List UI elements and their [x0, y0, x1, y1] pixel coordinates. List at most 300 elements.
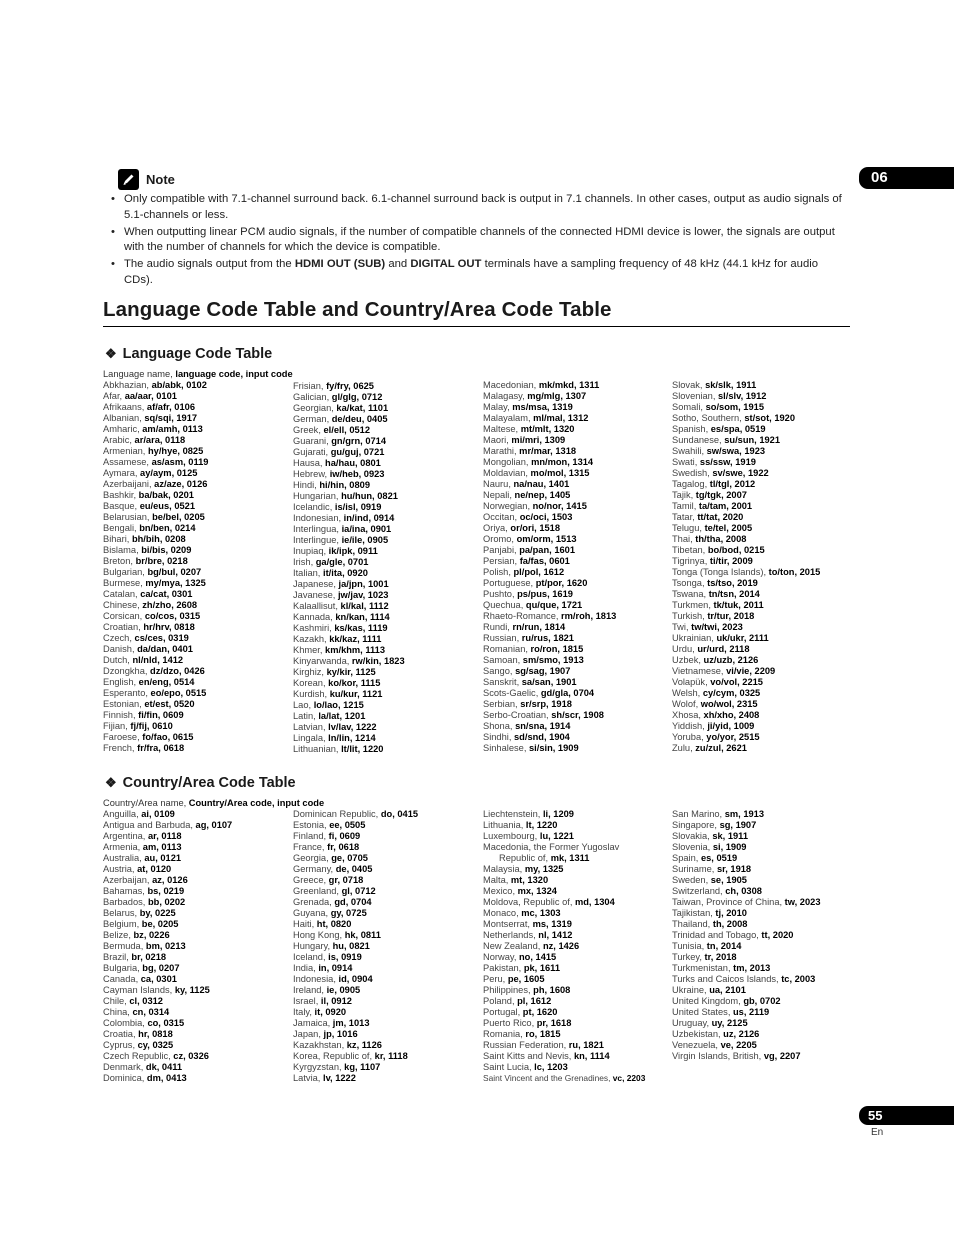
table-entry — [293, 820, 479, 831]
entry-code: lv, 1222 — [322, 1073, 356, 1083]
entry-name: Hungarian, — [293, 491, 342, 501]
country-legend: Country/Area name, Country/Area code, input code — [103, 798, 325, 808]
table-entry — [293, 425, 479, 436]
entry-name: Swedish, — [672, 468, 713, 478]
entry-code: kz, 1126 — [346, 1040, 382, 1050]
entry-name: Interlingua, — [293, 524, 342, 534]
entry-code: cs/ces, 0319 — [134, 633, 189, 643]
table-entry — [293, 557, 479, 568]
entry-code: ks/kas, 1119 — [334, 623, 388, 633]
entry-code: li, 1209 — [542, 809, 574, 819]
entry-name: Ireland, — [293, 985, 327, 995]
table-entry — [103, 633, 289, 644]
entry-code: sg/sag, 1907 — [515, 666, 571, 676]
entry-code: af/afr, 0106 — [146, 402, 195, 412]
table-entry — [103, 875, 289, 886]
note-item: • The audio signals output from the HDMI OUT (SUB) and DIGITAL OUT terminals have a sampling frequency of 48 kHz (44.1 kHz for audio CDs). — [108, 257, 850, 288]
entry-code: cz, 0326 — [173, 1051, 209, 1061]
entry-name: Trinidad and Tobago, — [672, 930, 762, 940]
entry-code: sh/scr, 1908 — [551, 710, 604, 720]
entry-name: Rhaeto-Romance, — [483, 611, 562, 621]
table-entry — [103, 919, 289, 930]
country-section-title: ❖ Country/Area Code Table — [105, 775, 296, 791]
table-column — [103, 380, 289, 754]
table-entry — [293, 952, 479, 963]
entry-name: Turkmenistan, — [672, 963, 734, 973]
table-entry — [672, 1018, 858, 1029]
entry-code: dz/dzo, 0426 — [150, 666, 205, 676]
entry-name: Denmark, — [103, 1062, 146, 1072]
table-entry — [293, 689, 479, 700]
entry-name: Korea, Republic of, — [293, 1051, 375, 1061]
table-entry — [293, 1007, 479, 1018]
table-entry — [672, 468, 858, 479]
table-entry — [103, 1051, 289, 1062]
entry-name: Sanskrit, — [483, 677, 522, 687]
table-entry — [672, 413, 858, 424]
entry-code: tc, 2003 — [781, 974, 816, 984]
table-entry — [672, 644, 858, 655]
table-entry — [293, 996, 479, 1007]
entry-code: ve, 2205 — [720, 1040, 757, 1050]
entry-name: Maori, — [483, 435, 512, 445]
table-entry — [672, 600, 858, 611]
entry-name: Turks and Caicos Islands, — [672, 974, 782, 984]
table-entry — [293, 436, 479, 447]
entry-name: Thai, — [672, 534, 696, 544]
entry-name: Breton, — [103, 556, 136, 566]
page-number: 55 — [859, 1106, 954, 1125]
entry-name: Tunisia, — [672, 941, 707, 951]
table-entry — [293, 974, 479, 985]
table-entry — [483, 490, 669, 501]
entry-name: Spanish, — [672, 424, 711, 434]
table-entry — [293, 711, 479, 722]
table-entry — [103, 886, 289, 897]
entry-code: cy/cym, 0325 — [702, 688, 761, 698]
entry-code: bg/bul, 0207 — [147, 567, 202, 577]
entry-code: sr, 1918 — [716, 864, 752, 874]
entry-name: Lingala, — [293, 733, 329, 743]
entry-name: India, — [293, 963, 319, 973]
entry-name: Albanian, — [103, 413, 145, 423]
entry-code: sk, 1911 — [712, 831, 748, 841]
entry-code: no, 1415 — [519, 952, 557, 962]
table-entry — [672, 721, 858, 732]
entry-name: Urdu, — [672, 644, 698, 654]
entry-name: Nepali, — [483, 490, 515, 500]
table-entry — [103, 743, 289, 754]
entry-name: Greek, — [293, 425, 324, 435]
table-entry — [103, 864, 289, 875]
entry-code: ia/ina, 0901 — [341, 524, 392, 534]
entry-code: ga/gle, 0701 — [315, 557, 369, 567]
table-entry — [672, 809, 858, 820]
language-legend: Language name, language code, input code — [103, 369, 293, 379]
entry-code: my/mya, 1325 — [145, 578, 206, 588]
entry-code: ee, 0505 — [329, 820, 366, 830]
entry-code: as/asm, 0119 — [151, 457, 209, 467]
entry-code: rn/run, 1814 — [512, 622, 566, 632]
entry-code: gl/glg, 0712 — [331, 392, 383, 402]
entry-code: or/ori, 1518 — [510, 523, 560, 533]
entry-name: Norway, — [483, 952, 519, 962]
entry-name: Abkhazian, — [103, 380, 152, 390]
entry-code: cy, 0325 — [137, 1040, 174, 1050]
entry-code: tm, 2013 — [733, 963, 771, 973]
table-entry — [483, 446, 669, 457]
entry-code: ie, 0905 — [326, 985, 361, 995]
entry-code: hu/hun, 0821 — [341, 491, 398, 501]
table-entry — [103, 589, 289, 600]
entry-code: il, 0912 — [320, 996, 352, 1006]
entry-code: mt, 1320 — [510, 875, 549, 885]
entry-code: da/dan, 0401 — [137, 644, 193, 654]
entry-code: vc, 2203 — [612, 1073, 646, 1083]
table-entry — [293, 601, 479, 612]
table-entry — [103, 490, 289, 501]
entry-name: Belize, — [103, 930, 134, 940]
entry-name: Kirghiz, — [293, 667, 327, 677]
entry-name: Shona, — [483, 721, 516, 731]
table-entry — [672, 479, 858, 490]
table-entry — [293, 1040, 479, 1051]
entry-code: ar, 0118 — [147, 831, 182, 841]
entry-code: in, 0914 — [318, 963, 353, 973]
table-entry — [293, 392, 479, 403]
entry-name: Esperanto, — [103, 688, 151, 698]
entry-code: id, 0904 — [338, 974, 373, 984]
entry-name: Uzbekistan, — [672, 1029, 724, 1039]
entry-code: pt, 1620 — [522, 1007, 558, 1017]
entry-name: Slovenian, — [672, 391, 718, 401]
table-column — [672, 380, 858, 754]
entry-name: Portuguese, — [483, 578, 536, 588]
table-entry — [103, 1029, 289, 1040]
entry-name: Hausa, — [293, 458, 326, 468]
entry-name: Mongolian, — [483, 457, 532, 467]
entry-code: de, 0405 — [335, 864, 373, 874]
entry-name: Romania, — [483, 1029, 526, 1039]
entry-code: kg, 1107 — [344, 1062, 381, 1072]
table-entry — [672, 424, 858, 435]
table-entry — [293, 809, 479, 820]
entry-name: Montserrat, — [483, 919, 533, 929]
table-entry — [672, 391, 858, 402]
table-entry — [103, 996, 289, 1007]
table-entry — [103, 1062, 289, 1073]
table-entry — [672, 743, 858, 754]
entry-name: Maltese, — [483, 424, 521, 434]
entry-name: Italy, — [293, 1007, 315, 1017]
entry-code: hr/hrv, 0818 — [143, 622, 195, 632]
table-entry — [483, 897, 669, 908]
entry-name: Luxembourg, — [483, 831, 540, 841]
table-entry — [103, 1040, 289, 1051]
entry-code: ca/cat, 0301 — [140, 589, 193, 599]
entry-code: gy, 0725 — [330, 908, 367, 918]
table-entry — [103, 853, 289, 864]
chapter-tab: 06 — [859, 167, 954, 189]
entry-code: gl, 0712 — [341, 886, 376, 896]
table-entry — [483, 523, 669, 534]
entry-code: tr/tur, 2018 — [707, 611, 755, 621]
entry-name: Latvia, — [293, 1073, 323, 1083]
table-entry — [103, 842, 289, 853]
entry-name: German, — [293, 414, 332, 424]
table-entry — [103, 501, 289, 512]
entry-name: Azerbaijani, — [103, 479, 155, 489]
entry-code: zu/zul, 2621 — [695, 743, 747, 753]
entry-code: ba/bak, 0201 — [138, 490, 194, 500]
entry-code: co/cos, 0315 — [144, 611, 201, 621]
entry-code: fj/fij, 0610 — [130, 721, 173, 731]
entry-name: Antigua and Barbuda, — [103, 820, 196, 830]
table-entry — [483, 600, 669, 611]
entry-code: jm, 1013 — [332, 1018, 370, 1028]
entry-name: Jamaica, — [293, 1018, 333, 1028]
entry-code: rm/roh, 1813 — [561, 611, 617, 621]
table-entry — [672, 1029, 858, 1040]
entry-code: br/bre, 0218 — [135, 556, 188, 566]
table-entry — [293, 623, 479, 634]
table-entry — [672, 842, 858, 853]
entry-code: eu/eus, 0521 — [139, 501, 196, 511]
entry-code: sv/swe, 1922 — [712, 468, 769, 478]
entry-name: Uruguay, — [672, 1018, 712, 1028]
entry-name: Lao, — [293, 700, 314, 710]
entry-name: Anguilla, — [103, 809, 142, 819]
table-entry — [103, 985, 289, 996]
entry-name: Taiwan, Province of China, — [672, 897, 785, 907]
entry-code: tn, 2014 — [706, 941, 742, 951]
entry-name: Poland, — [483, 996, 518, 1006]
table-entry — [483, 996, 669, 1007]
entry-name: Twi, — [672, 622, 692, 632]
table-entry — [483, 1062, 669, 1073]
entry-code: tk/tuk, 2011 — [713, 600, 764, 610]
entry-name: Russian Federation, — [483, 1040, 569, 1050]
entry-code: tl/tgl, 2012 — [709, 479, 756, 489]
table-entry — [293, 886, 479, 897]
entry-name: Slovenia, — [672, 842, 713, 852]
entry-code: mn/mon, 1314 — [531, 457, 594, 467]
table-entry — [672, 622, 858, 633]
entry-code: es, 0519 — [700, 853, 738, 863]
entry-code: si, 1909 — [712, 842, 747, 852]
entry-name: Latin, — [293, 711, 319, 721]
table-entry — [483, 688, 669, 699]
entry-name: Tatar, — [672, 512, 698, 522]
table-entry — [103, 677, 289, 688]
entry-code: bz, 0226 — [133, 930, 170, 940]
entry-code: do, 0415 — [380, 809, 419, 819]
table-entry — [103, 710, 289, 721]
entry-name: Sotho, Southern, — [672, 413, 745, 423]
table-entry — [103, 512, 289, 523]
entry-name: Norwegian, — [483, 501, 533, 511]
entry-name: Netherlands, — [483, 930, 539, 940]
entry-name: Greenland, — [293, 886, 342, 896]
entry-name: Bihari, — [103, 534, 132, 544]
table-entry — [483, 974, 669, 985]
table-entry — [293, 546, 479, 557]
entry-name: Indonesian, — [293, 513, 344, 523]
entry-code: ml/mal, 1312 — [533, 413, 589, 423]
entry-code: lo/lao, 1215 — [313, 700, 364, 710]
entry-code: mt/mlt, 1320 — [520, 424, 575, 434]
entry-code: vo/vol, 2215 — [710, 677, 763, 687]
note-title: Note — [146, 171, 175, 187]
table-entry — [672, 996, 858, 1007]
entry-code: ht, 0820 — [316, 919, 352, 929]
entry-code: se, 1905 — [710, 875, 747, 885]
table-entry — [483, 479, 669, 490]
language-section-title: ❖ Language Code Table — [105, 346, 273, 362]
entry-code: sa/san, 1901 — [521, 677, 577, 687]
entry-code: sr/srp, 1918 — [520, 699, 572, 709]
table-entry — [293, 722, 479, 733]
entry-name: Lithuania, — [483, 820, 526, 830]
entry-name: Croatian, — [103, 622, 144, 632]
entry-code: bm, 0213 — [145, 941, 186, 951]
entry-name: Faroese, — [103, 732, 143, 742]
table-entry — [293, 535, 479, 546]
table-entry — [103, 424, 289, 435]
table-entry — [293, 491, 479, 502]
table-entry — [293, 568, 479, 579]
entry-name: Volapük, — [672, 677, 711, 687]
table-entry — [293, 831, 479, 842]
entry-name: Armenia, — [103, 842, 143, 852]
entry-name: Javanese, — [293, 590, 338, 600]
entry-name: Barbados, — [103, 897, 148, 907]
entry-code: us, 2119 — [732, 1007, 770, 1017]
entry-name: Cayman Islands, — [103, 985, 175, 995]
entry-code: ru, 1821 — [568, 1040, 604, 1050]
page-title: Language Code Table and Country/Area Code Table — [103, 298, 612, 321]
entry-name: Ukraine, — [672, 985, 710, 995]
entry-code: am, 0113 — [142, 842, 182, 852]
entry-code: xh/xho, 2408 — [703, 710, 760, 720]
entry-name: Scots-Gaelic, — [483, 688, 541, 698]
table-entry — [103, 897, 289, 908]
table-entry — [672, 490, 858, 501]
entry-code: ky, 1125 — [174, 985, 210, 995]
entry-code: kk/kaz, 1111 — [329, 634, 382, 644]
entry-code: mc, 1303 — [521, 908, 561, 918]
table-entry — [293, 864, 479, 875]
table-entry — [483, 941, 669, 952]
entry-code: nl/nld, 1412 — [132, 655, 184, 665]
entry-name: Finnish, — [103, 710, 139, 720]
table-entry — [483, 710, 669, 721]
entry-name: Venezuela, — [672, 1040, 721, 1050]
entry-code: gd, 0704 — [334, 897, 372, 907]
entry-name: Belarus, — [103, 908, 140, 918]
entry-code: qu/que, 1721 — [525, 600, 583, 610]
table-entry — [293, 1062, 479, 1073]
entry-name: Azerbaijan, — [103, 875, 153, 885]
table-entry — [293, 590, 479, 601]
entry-name: Australia, — [103, 853, 145, 863]
table-entry — [483, 435, 669, 446]
entry-code: ku/kur, 1121 — [329, 689, 383, 699]
entry-code: pl/pol, 1612 — [513, 567, 565, 577]
entry-name: Danish, — [103, 644, 138, 654]
entry-name: Nauru, — [483, 479, 514, 489]
table-entry — [293, 1051, 479, 1062]
entry-name: Arabic, — [103, 435, 135, 445]
table-entry — [483, 611, 669, 622]
table-entry — [672, 457, 858, 468]
table-entry — [103, 578, 289, 589]
entry-code: sd/snd, 1904 — [514, 732, 570, 742]
table-entry — [483, 853, 669, 864]
entry-name: Kyrgyzstan, — [293, 1062, 345, 1072]
table-entry — [672, 688, 858, 699]
entry-code: rw/kin, 1823 — [351, 656, 405, 666]
entry-name: Guyana, — [293, 908, 331, 918]
table-entry — [103, 699, 289, 710]
table-entry — [672, 523, 858, 534]
entry-code: mk/mkd, 1311 — [538, 380, 600, 390]
table-entry — [103, 930, 289, 941]
entry-code: kn, 1114 — [573, 1051, 610, 1061]
entry-name: Oriya, — [483, 523, 511, 533]
entry-name: Persian, — [483, 556, 520, 566]
entry-name: Bengali, — [103, 523, 140, 533]
entry-name: Catalan, — [103, 589, 141, 599]
entry-name: Vietnamese, — [672, 666, 727, 676]
table-entry — [672, 1051, 858, 1062]
entry-code: ss/ssw, 1919 — [699, 457, 756, 467]
entry-name: France, — [293, 842, 328, 852]
entry-name: Switzerland, — [672, 886, 726, 896]
table-entry — [672, 380, 858, 391]
table-entry — [483, 457, 669, 468]
entry-name: Rundi, — [483, 622, 513, 632]
table-entry — [483, 875, 669, 886]
table-column — [293, 381, 479, 755]
entry-name: Kazakhstan, — [293, 1040, 347, 1050]
table-entry — [103, 688, 289, 699]
table-entry — [293, 919, 479, 930]
table-entry — [672, 666, 858, 677]
entry-name: Haiti, — [293, 919, 317, 929]
entry-name: Assamese, — [103, 457, 152, 467]
entry-code: az/aze, 0126 — [154, 479, 208, 489]
table-entry — [483, 952, 669, 963]
table-entry — [103, 963, 289, 974]
entry-name: Philippines, — [483, 985, 534, 995]
table-entry — [293, 414, 479, 425]
table-entry — [483, 655, 669, 666]
table-entry — [483, 501, 669, 512]
entry-name: Aymara, — [103, 468, 141, 478]
entry-code: ph, 1608 — [533, 985, 571, 995]
table-entry — [103, 556, 289, 567]
table-entry — [483, 1073, 669, 1084]
table-entry — [293, 1018, 479, 1029]
entry-name: Welsh, — [672, 688, 703, 698]
entry-code: tt, 2020 — [761, 930, 794, 940]
entry-code: hr, 0818 — [138, 1029, 173, 1039]
entry-name: Saint Kitts and Nevis, — [483, 1051, 574, 1061]
entry-name: Tsonga, — [672, 578, 708, 588]
entry-code: to/ton, 2015 — [768, 567, 821, 577]
entry-code: th, 2008 — [712, 919, 748, 929]
